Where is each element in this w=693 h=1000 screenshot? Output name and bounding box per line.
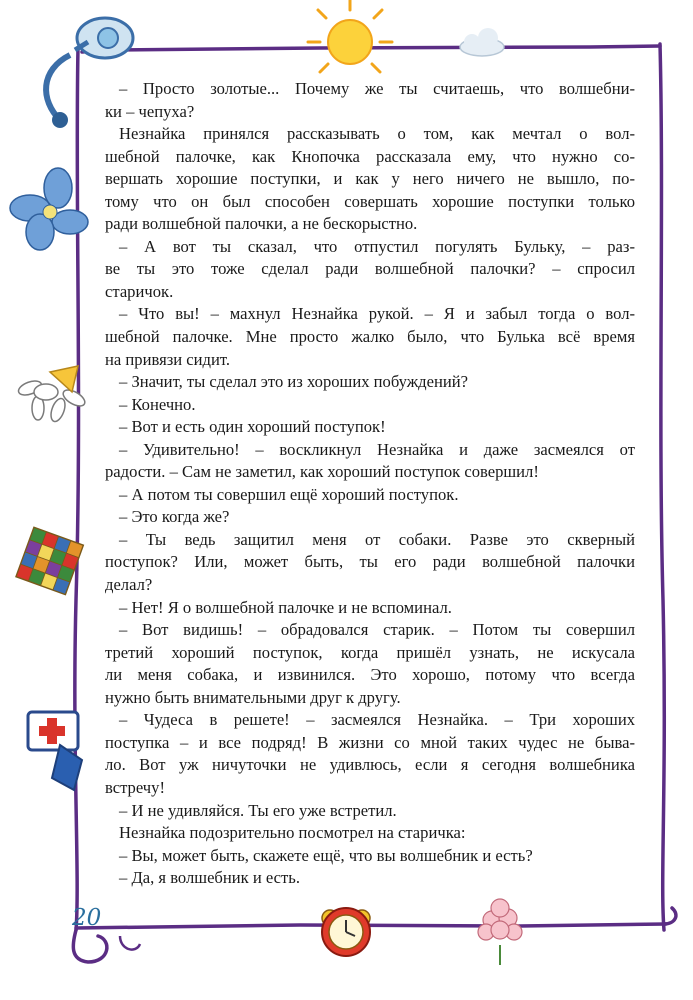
text-line: – Вот и есть один хороший поступок! xyxy=(119,417,386,437)
text-line: на привязи сидит. xyxy=(105,349,231,369)
text-line: – Вот видишь! – обрадовался старик. – Потом ты совершил xyxy=(119,620,635,640)
text-line: встречу! xyxy=(105,777,165,797)
sun-icon xyxy=(308,0,392,72)
text-line: – Да, я волшебник и есть. xyxy=(119,868,300,888)
carnation-icon xyxy=(478,899,522,965)
text-line: радости. – Сам не заметил, как хороший поступок совершил! xyxy=(105,462,539,482)
text-line: – Нет! Я о волшебной палочке и не вспоминал. xyxy=(119,597,452,617)
text-line: шебной палочке, как Кнопочка рассказала ему, что нужно со- xyxy=(105,146,635,166)
text-line: – А потом ты совершил ещё хороший поступок. xyxy=(119,484,459,504)
text-line: делал? xyxy=(105,575,153,595)
text-line: третий хороший поступок, когда пришёл узнать, не искусала xyxy=(105,642,635,662)
patchwork-icon xyxy=(16,528,83,595)
text-line: ки – чепуха? xyxy=(105,101,195,121)
text-line: вершать хорошие поступки, и как у него ничего не вышло, по- xyxy=(105,169,635,189)
text-line: старичок. xyxy=(105,281,174,301)
text-line: – Это когда же? xyxy=(119,507,230,527)
page-body-text xyxy=(105,78,635,890)
text-line: – А вот ты сказал, что отпустил погулять Бульку, – раз- xyxy=(119,236,635,256)
text-line: Незнайка подозрительно посмотрел на старичка: xyxy=(119,823,466,843)
alarm-clock-icon xyxy=(322,908,370,956)
text-line: ве ты это тоже сделал ради волшебной палочки? – спросил xyxy=(105,259,635,279)
text-line: поступок? Или, может быть, ты его ради волшебной палочки xyxy=(105,552,635,572)
text-line: шебной палочке. Мне просто жалко было, что Булька всё время xyxy=(105,327,635,347)
text-line: – И не удивляйся. Ты его уже встретил. xyxy=(119,800,397,820)
cloud-icon xyxy=(460,28,504,56)
text-line: – Ты ведь защитил меня от собаки. Разве это скверный xyxy=(119,529,635,549)
text-line: ради волшебной палочки, а не бескорыстно. xyxy=(105,214,418,234)
text-line: – Чудеса в решете! – засмеялся Незнайка. – Три хороших xyxy=(119,710,635,730)
text-line: Незнайка принялся рассказывать о том, как мечтал о вол- xyxy=(119,124,635,144)
text-line: – Что вы! – махнул Незнайка рукой. – Я и забыл тогда о вол- xyxy=(119,304,635,324)
first-aid-icon xyxy=(28,712,82,790)
text-line: ли меня собака, и извинился. Это хорошо, потому что всегда xyxy=(105,665,635,685)
page-number: 20 xyxy=(72,905,102,931)
text-line: тому что он был способен совершать хорошие поступки только xyxy=(105,191,635,211)
text-line: ло. Вот уж ничуточки не удивлюсь, если я сегодня волшебника xyxy=(105,755,635,775)
text-line: – Значит, ты сделал это из хороших побуждений? xyxy=(119,372,468,392)
text-line: нужно быть внимательными друг к другу. xyxy=(105,687,401,707)
text-line: – Конечно. xyxy=(119,394,196,414)
text-line: – Вы, может быть, скажете ещё, что вы волшебник и есть? xyxy=(119,845,533,865)
text-line: – Просто золотые... Почему же ты считаешь, что волшебни- xyxy=(119,79,635,98)
text-line: поступка – и все подряд! В жизни со мной таких чудес не быва- xyxy=(105,732,635,752)
text-line: – Удивительно! – воскликнул Незнайка и даже засмеялся от xyxy=(119,439,635,459)
